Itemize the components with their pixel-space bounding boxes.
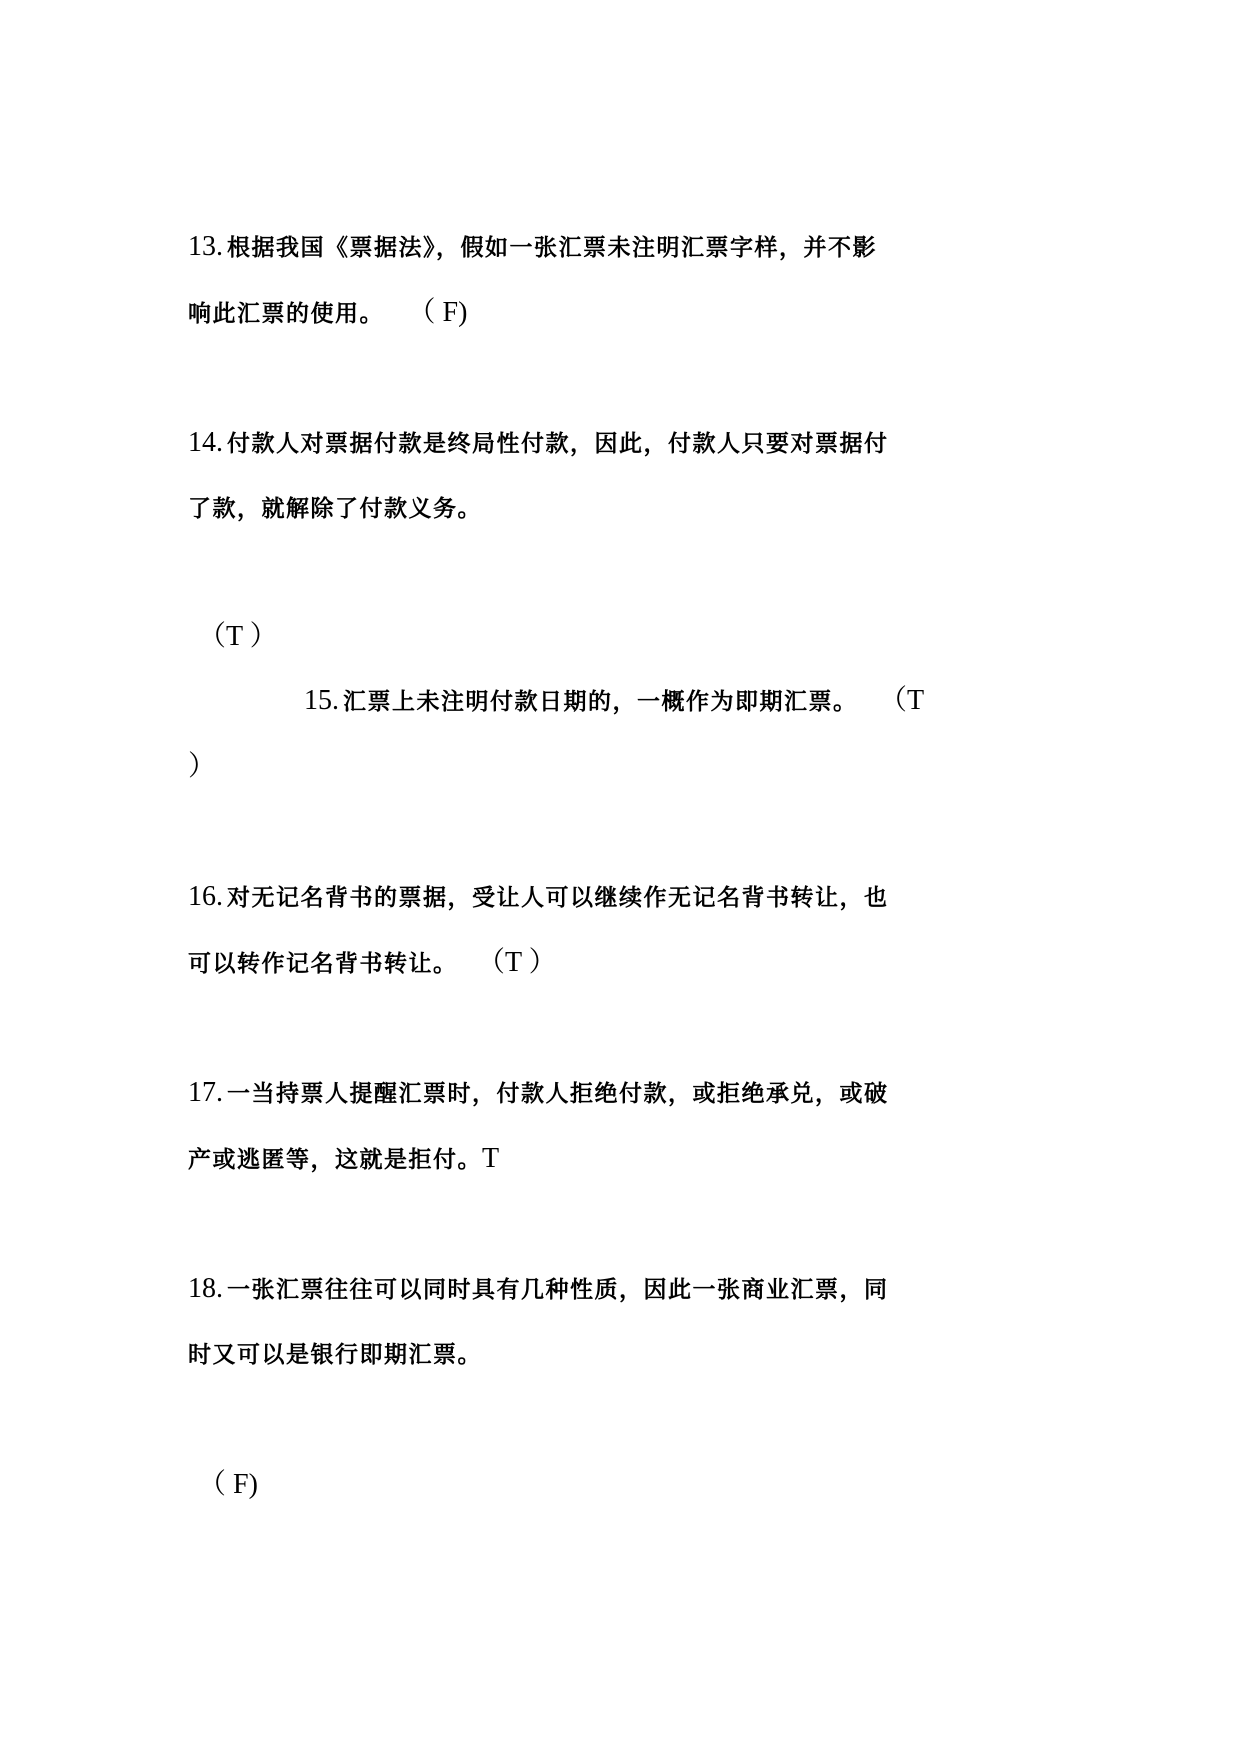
question-18-number: 18.	[188, 1273, 223, 1304]
question-13-number: 13.	[188, 231, 223, 262]
question-16-number: 16.	[188, 881, 223, 912]
question-16-text-cont: 可以转作记名背书转让。	[188, 951, 458, 977]
question-13-line-2	[188, 296, 467, 331]
question-13-text: 根据我国《票据法》，假如一张汇票未注明汇票字样，并不影	[227, 235, 877, 261]
question-17-text: 一当持票人提醒汇票时，付款人拒绝付款，或拒绝承兑，或破	[227, 1081, 889, 1107]
question-14-line-2	[188, 492, 482, 526]
question-14-text-cont: 了款，就解除了付款义务。	[188, 496, 482, 522]
question-17-number: 17.	[188, 1077, 223, 1108]
question-18-answer: （ F)	[198, 1469, 258, 1500]
question-14-number: 14.	[188, 427, 223, 458]
question-16-text: 对无记名背书的票据，受让人可以继续作无记名背书转让，也	[227, 885, 889, 911]
question-13-answer: （ F)	[407, 297, 468, 328]
question-17-line-2	[188, 1142, 499, 1177]
question-14-answer: （T ）	[198, 621, 278, 652]
question-13-line-1	[188, 230, 877, 265]
question-16-line-1	[188, 880, 889, 915]
question-18-text-cont: 时又可以是银行即期汇票。	[188, 1342, 482, 1368]
question-18-line-2	[188, 1338, 482, 1372]
question-15-line-2	[188, 750, 216, 785]
question-15-text: 汇票上未注明付款日期的，一概作为即期汇票。	[343, 689, 858, 715]
question-17-answer: T	[482, 1143, 500, 1174]
question-17-text-cont: 产或逃匿等，这就是拒付。	[188, 1147, 482, 1173]
question-18-line-1	[188, 1272, 889, 1307]
question-15-answer-open: （T	[879, 685, 925, 716]
question-14-line-1	[188, 426, 889, 461]
question-18-text: 一张汇票往往可以同时具有几种性质，因此一张商业汇票，同	[227, 1277, 889, 1303]
question-15-answer-close: ）	[188, 751, 217, 782]
question-16-line-2	[188, 946, 557, 981]
question-15-line-1	[304, 684, 924, 719]
question-18-answer-line	[198, 1468, 258, 1503]
question-14-text: 付款人对票据付款是终局性付款，因此，付款人只要对票据付	[227, 431, 889, 457]
question-14-answer-line	[198, 620, 278, 655]
question-16-answer: （T ）	[477, 947, 557, 978]
question-13-text-cont: 响此汇票的使用。	[188, 301, 384, 327]
question-15-number: 15.	[304, 685, 339, 716]
question-17-line-1	[188, 1076, 889, 1111]
